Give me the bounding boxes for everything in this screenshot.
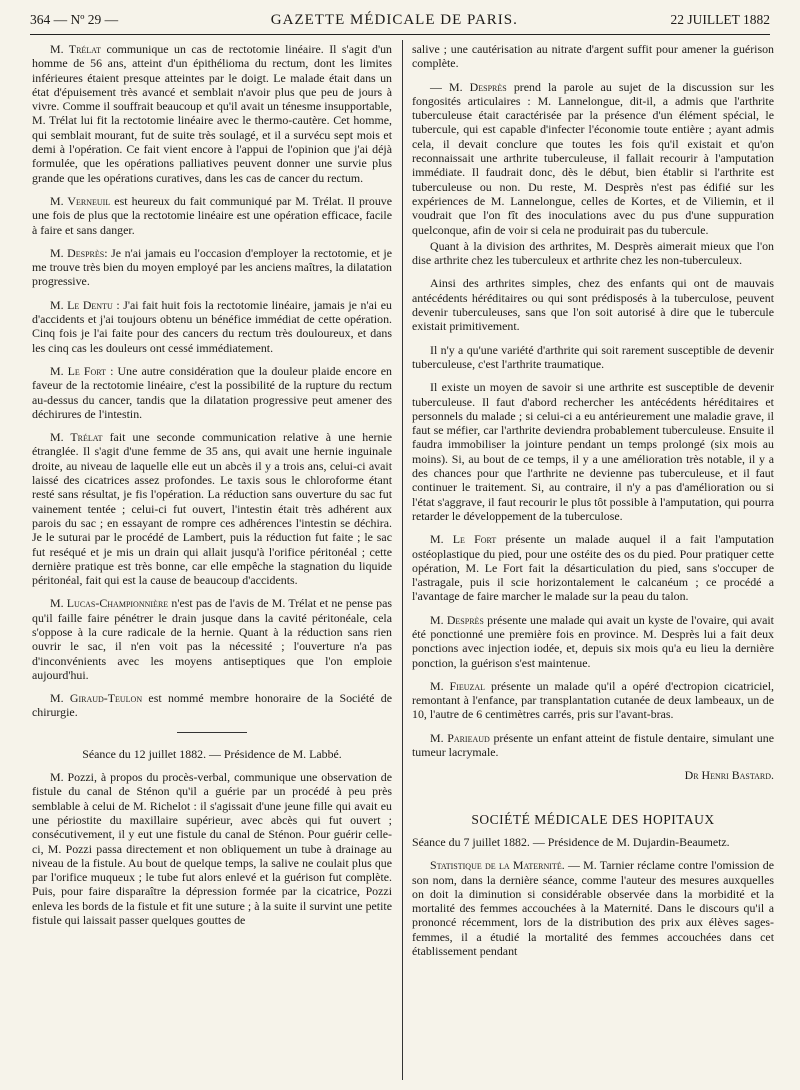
section-rule: [177, 732, 247, 733]
journal-title: GAZETTE MÉDICALE DE PARIS.: [270, 12, 518, 28]
paragraph-giraud-teulon: [32, 691, 392, 720]
paragraph-lucas-championniere: [32, 596, 392, 682]
paragraph-le-dentu: [32, 298, 392, 355]
paragraph-despres-kyste: [412, 613, 774, 670]
speaker-name: M. Le Dentu: [50, 297, 113, 312]
issue-date: 22 JUILLET 1882: [670, 12, 770, 27]
page-number: 364 — Nº 29 —: [30, 12, 119, 27]
paragraph-le-fort-malade: [412, 532, 774, 603]
header-rule: [30, 34, 770, 35]
paragraph-trelat-1: [32, 42, 392, 185]
paragraph-division-arthrites: Quant à la division des arthrites, M. Desprès aimerait mieux que l'on dise arthrite chez les tuberculeux et arthrite chez les non-tuberculeux.: [412, 238, 774, 268]
paragraph-arthrites-simples: Ainsi des arthrites simples, chez des enfants qui ont de mauvais antécédents héréditaires ou qui sont prédisposés à la tuberculose, peuvent devenir tuberculeuses, sans que l'on soit autorisé à dire que le tubercule existait primitivement.: [412, 276, 774, 334]
paragraph-text: : Je n'ai jamais eu l'occasion d'employer la rectotomie, et je me trouve très bien du moyen employé par les anciens maîtres, la dilatation progressive.: [32, 245, 393, 289]
paragraph-text: prend la parole au sujet de la discussion sur les fongosités articulaires : M. Lannelongue, dit-il, a admis que l'arthrite tuberculeuse était caractérisée par la présence d'un élément spécial, le tubercule, qui est capable d'infecter l'économie toute entière ; ayant admis cela, il devait conclure que toutes les fois qu'il existait et qu'on reconnaissait une arthrite tuberculeuse, il fallait recourir à l'amputation immédiate. Il faudrait donc, dès le début, bien établir si l'arthrite est tuberculeuse ou non. Du reste, M. Desprès n'est pas édifié sur les expériences de M. Lannelongue, celles de Kortes, et de Viliemin, et il voudrait que l'on fît des inoculations avec du pus d'une suppuration quelconque, afin de voir si cela ne produirait pas du tubercule.: [412, 79, 774, 237]
paragraph-text: n'est pas de l'avis de M. Trélat et ne pense pas qu'il faille faire pénétrer le drain jusque dans la cavité péritonéale, cela s'oppose à la cure radicale de la hernie. Quant à la réduction sans rien ouvrir le sac, il n'en voit pas la nécessité ; l'ouverture n'a pas d'inconvénients avec les moyens antiseptiques que l'on emploie aujourd'hui.: [32, 596, 392, 682]
paragraph-text: est heureux du fait communiqué par M. Trélat. Il prouve une fois de plus que la rectotomie linéaire est une opération efficace, facile à faire et sans danger.: [32, 193, 393, 237]
paragraph-pozzi: M. Pozzi, à propos du procès-verbal, communique une observation de fistule du canal de Sténon qu'il a guérie par un procédé à peu près semblable à celui de M. Richelot : il s'agissait d'une jeune fille qui avait eu une périostite du maxillaire supérieur, avec abcès qui fut ouvert ; consécutivement, il y eut une fistule du canal de Sténon. Pour guérir celle-ci, M. Pozzi passa directement et non obliquement un tube à drainage au niveau de la fistule. Au bout de quelque temps, la salive ne coulait plus que par l'orifice muqueux ; le tube fut alors enlevé et la guérison fut complète. Puis, pour faire disparaître la dépression formée par la cicatrice, Pozzi enleva les bords de la fistule et fit une suture ; à la suite il survint une petite fistule qui laissait passer quelques gouttes de: [32, 770, 392, 928]
paragraph-text: — M. Tarnier réclame contre l'omission de son nom, dans la dernière séance, comme l'auteur des mesures auxquelles on doit la diminution si considérable observée dans la morbidité et la mortalité des femmes accouchées à la Maternité. Dans le discours qu'il a prononcé récemment, lors de la distribution des prix aux élèves sages-femmes, il a étudié la mortalité des femmes accouchées dans cet établissement pendant: [412, 858, 775, 959]
paragraph-despres: [32, 246, 392, 289]
paragraph-arthrite-traumatique: Il n'y a qu'une variété d'arthrite qui soit rarement susceptible de devenir tuberculeuse, c'est l'arthrite traumatique.: [412, 342, 774, 371]
paragraph-continuation: salive ; une cautérisation au nitrate d'argent suffit pour amener la guérison complète.: [412, 42, 774, 71]
paragraph-moyen-savoir: Il existe un moyen de savoir si une arthrite est susceptible de devenir tuberculeuse. Il faut d'abord rechercher les antécédents héréditaires et personnels du malade ; si celui-ci a eu antérieurement une maladie grave, il faut se méfier, car l'arthrite deviendra probablement tuberculeuse. Ensuite il faudra immobiliser la jointure pendant un temps prolongé (six mois au moins). Si, au bout de ce temps, il y a une amélioration très notable, il y a des chances pour que l'arthrite ne devienne pas tuberculeuse, et il faut continuer le traitement. Si, au contraire, il n'y a pas d'amélioration ou si l'état s'aggrave, il faut recourir le plus tôt possible à l'amputation, qui pourra retarder le développement de la tuberculose.: [412, 380, 774, 523]
paragraph-text: est nommé membre honoraire de la Société de chirurgie.: [32, 691, 392, 720]
speaker-name: — M. Desprès: [430, 79, 507, 94]
paragraph-text: présente une malade qui avait un kyste de l'ovaire, qui avait été ponctionné une première fois en province. M. Desprès lui a fait deux ponctions avec injection iodée, et, depuis six mois qu'a eu lieu la dernière ponction, la guérison s'est maintenue.: [412, 612, 774, 670]
paragraph-le-fort: [32, 364, 392, 421]
paragraph-text: communique un cas de rectotomie linéaire. Il s'agit d'un homme de 56 ans, atteint d'un épithélioma du rectum, dont les limites inférieures étaient presque atteintes par le doigt. Le malade était dans un état d'épuisement très avancé et semblait n'avoir plus que peu de jours à vivre. Comme il souffrait beaucoup et qu'il avait un ténesme insupportable, M. Trélat lui fit la rectotomie linéaire avec le thermo-cautère. Cet homme, qui semblait mourant, fut de suite très soulagé, et il a survécu sept mois et demi à l'opération. Ce fait vient encore à l'appui de l'opinion que j'ai déjà formulée, que les opérations palliatives peuvent donner une survie plus grande que les opérations curatives, dans les cas de cancer du rectum.: [32, 42, 392, 185]
speaker-name: M. Le Fort: [430, 532, 497, 547]
speaker-name: M. Parieaud: [430, 730, 490, 745]
left-column: [32, 42, 392, 1080]
speaker-name: M. Fieuzal: [430, 678, 486, 693]
paragraph-verneuil: [32, 194, 392, 237]
paragraph-text: fait une seconde communication relative à une hernie étranglée. Il s'agit d'une femme de 35 ans, qui avait une hernie inguinale droite, au niveau de laquelle elle eut un abcès il y a trois ans, celui-ci avait laissé des cicatrices assez profondes. Le taxis sous le chloroforme étant resté sans résultat, je fis l'opération. La réduction sans ouverture du sac fut vainement tentée ; celui-ci fut ouvert, l'intestin était très adhérent aux parois du sac ; en essayant de rompre ces adhérences l'intestin se déchira. Je le suturai par le procédé de Lambert, puis la réduction fut faite ; le sac fut reséqué et je mis un drain qui allait jusqu'à l'orifice péritonéal ; cette dernière pratique est très bonne, car elle empêche la stagnation du liquide péritonéal, fait qui est la cause de beaucoup d'accidents.: [32, 430, 393, 588]
topic-label: Statistique de la Maternité.: [430, 858, 565, 873]
right-column: [412, 42, 774, 1080]
paragraph-fieuzal: [412, 679, 774, 722]
paragraph-trelat-2: [32, 430, 392, 587]
speaker-name: M. Lucas-Championnière: [50, 596, 169, 611]
paragraph-text: présente un malade qu'il a opéré d'ectropion cicatriciel, remontant à l'enfance, par transplantation cutanée de deux lambeaux, un de 10, l'autre de 6 centimètres carrés, pris sur l'avant-bras.: [412, 678, 774, 722]
paragraph-text: présente un enfant atteint de fistule dentaire, simulant une tumeur lacrymale.: [412, 730, 774, 760]
paragraph-text: : Une autre considération que la douleur plaide encore en faveur de la rectotomie linéaire, c'est la possibilité de la rupture du rectum au-dessus du cancer, tandis que la dilatation progressive peut amener des déchirures de l'intestin.: [32, 363, 392, 421]
section-title: SOCIÉTÉ MÉDICALE DES HOPITAUX: [471, 811, 715, 827]
page-header: [30, 12, 770, 34]
speaker-name: M. Giraud-Teulon: [50, 691, 143, 706]
paragraph-despres-discussion: [412, 80, 774, 237]
speaker-name: M. Desprès: [50, 245, 105, 260]
seance-heading: Séance du 7 juillet 1882. — Présidence de M. Dujardin-Beaumetz.: [412, 834, 730, 849]
paragraph-statistique-maternite: [412, 858, 774, 958]
speaker-name: M. Le Fort: [50, 363, 107, 378]
paragraph-text: : J'ai fait huit fois la rectotomie linéaire, jamais je n'ai eu d'accidents et j'ai toujours obtenu un bénéfice immédiat de cette opération. Cinq fois je l'ai faite pour des cancers du rectum très douloureux, et dans les cinq cas les douleurs ont cessé immédiatement.: [32, 297, 392, 355]
speaker-name: M. Trélat: [50, 42, 101, 56]
author-signature: Dr Henri Bastard.: [684, 768, 774, 783]
speaker-name: M. Verneuil: [50, 193, 111, 208]
paragraph-text: présente un malade auquel il a fait l'amputation ostéoplastique du pied, pour une ostéite des os du pied. Pour pratiquer cette opération, M. Le Fort fait la désarticulation du pied, sans s'occuper de l'astragale, puis il scie horizontalement le calcanéum ; ce procédé a l'avantage de faire marcher le malade sur la peau du talon.: [412, 532, 774, 604]
paragraph-parieaud: [412, 731, 774, 760]
column-divider: [402, 40, 403, 1080]
seance-heading: Séance du 12 juillet 1882. — Présidence de M. Labbé.: [82, 746, 342, 761]
speaker-name: M. Desprès: [430, 612, 484, 627]
speaker-name: M. Trélat: [50, 430, 103, 445]
